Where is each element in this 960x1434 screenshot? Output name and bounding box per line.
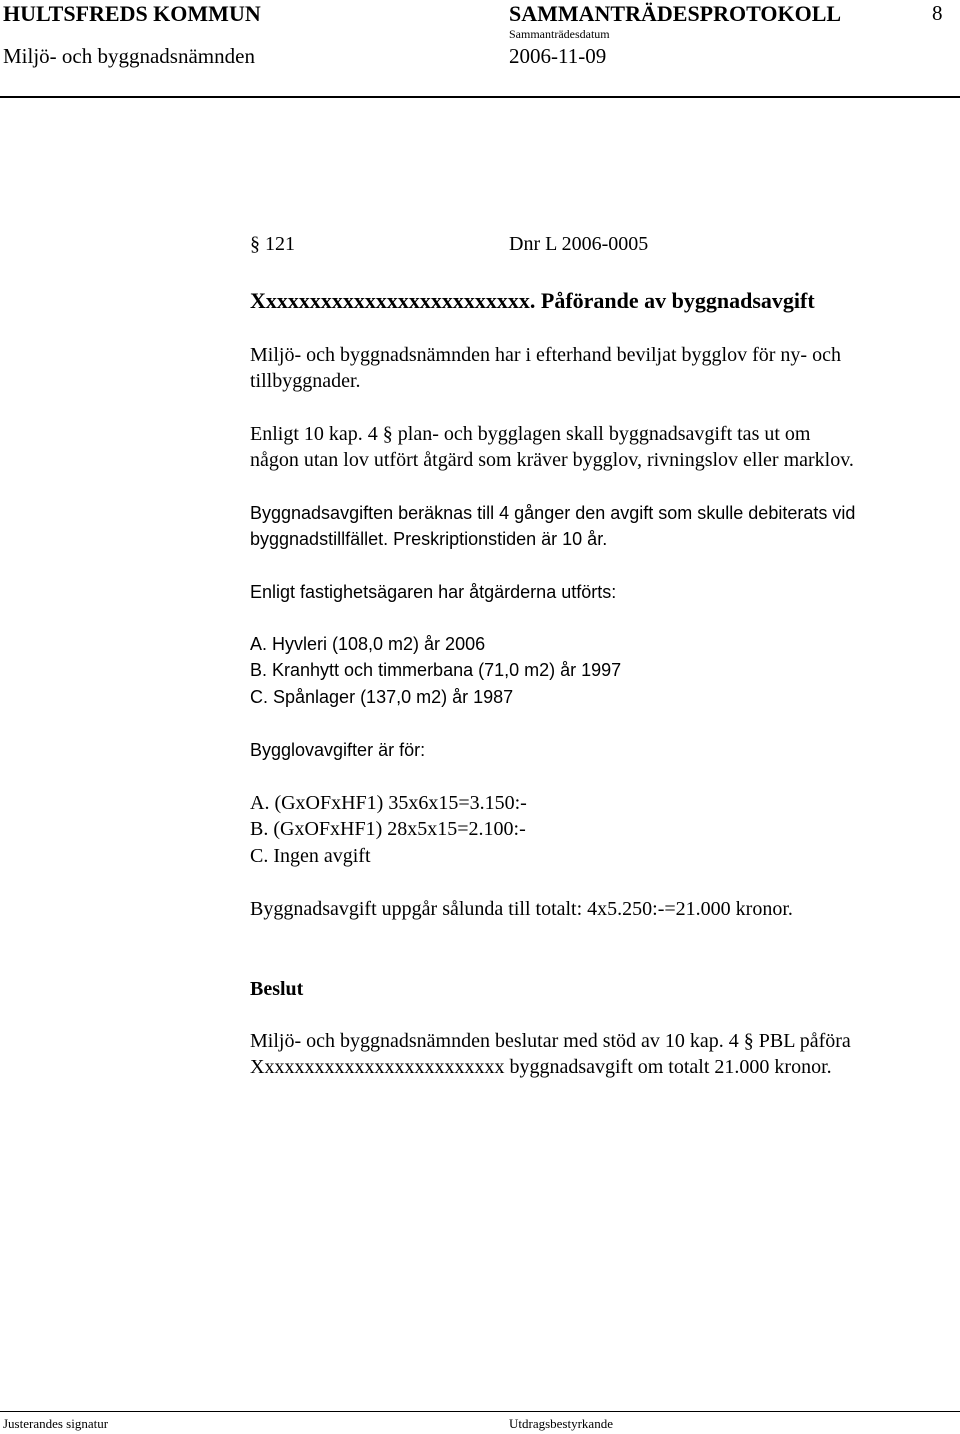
meeting-date: 2006-11-09	[509, 44, 607, 68]
municipality-name: HULTSFREDS KOMMUN	[3, 1, 261, 26]
footer-divider	[0, 1411, 960, 1412]
total-fee: Byggnadsavgift uppgår sålunda till totalt: 4x5.250:-=21.000 kronor.	[250, 898, 793, 920]
law-line-1: Enligt 10 kap. 4 § plan- och bygglagen skall byggnadsavgift tas ut om	[250, 423, 811, 445]
paragraph-number: § 121	[250, 233, 295, 255]
intro-line-2: tillbyggnader.	[250, 370, 361, 392]
measure-item: C. Spånlager (137,0 m2) år 1987	[250, 687, 514, 707]
fee-item: A. (GxOFxHF1) 35x6x15=3.150:-	[250, 792, 527, 814]
intro-line-1: Miljö- och byggnadsnämnden har i efterhand beviljat bygglov för ny- och	[250, 344, 841, 366]
measure-item: B. Kranhytt och timmerbana (71,0 m2) år 1997	[250, 660, 622, 680]
signature-label: Justerandes signatur	[3, 1416, 109, 1431]
calculation-line-1: Byggnadsavgiften beräknas till 4 gånger den avgift som skulle debiterats vid	[250, 503, 856, 523]
committee-name: Miljö- och byggnadsnämnden	[3, 44, 255, 68]
document-type: SAMMANTRÄDESPROTOKOLL	[509, 1, 842, 26]
law-line-2: någon utan lov utfört åtgärd som kräver bygglov, rivningslov eller marklov.	[250, 449, 854, 471]
decision-line-2: Xxxxxxxxxxxxxxxxxxxxxxxxx byggnadsavgift om totalt 21.000 kronor.	[250, 1056, 832, 1078]
case-number: Dnr L 2006-0005	[509, 233, 649, 255]
certification-label: Utdragsbestyrkande	[509, 1416, 613, 1431]
owner-heading: Enligt fastighetsägaren har åtgärderna utförts:	[250, 582, 617, 602]
decision-heading: Beslut	[250, 978, 304, 1000]
header-divider	[0, 96, 960, 98]
calculation-line-2: byggnadstillfället. Preskriptionstiden är 10 år.	[250, 529, 608, 549]
date-label: Sammanträdesdatum	[509, 27, 610, 41]
page-number: 8	[932, 1, 943, 25]
fees-heading: Bygglovavgifter är för:	[250, 740, 426, 760]
decision-line-1: Miljö- och byggnadsnämnden beslutar med stöd av 10 kap. 4 § PBL påföra	[250, 1030, 851, 1052]
measure-item: A. Hyvleri (108,0 m2) år 2006	[250, 634, 486, 654]
section-title: Xxxxxxxxxxxxxxxxxxxxxxxxx. Påförande av byggnadsavgift	[250, 288, 815, 313]
fee-item: B. (GxOFxHF1) 28x5x15=2.100:-	[250, 818, 526, 840]
fee-item: C. Ingen avgift	[250, 845, 371, 867]
